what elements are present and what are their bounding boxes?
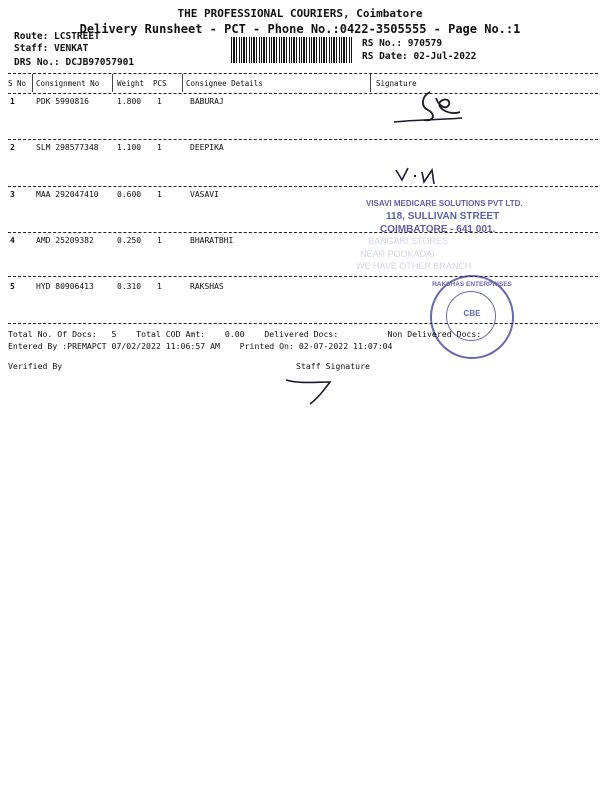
stamp-faint-line: BANGARI STORES bbox=[368, 236, 448, 246]
stamp-faint-line: NEAR POOKADAI bbox=[360, 249, 435, 259]
totals-line: Total No. Of Docs: 5 Total COD Amt: 0.00 Delivered Docs: Non Delivered Docs: bbox=[8, 329, 482, 339]
row-consignment: HYD 80906413 bbox=[36, 282, 94, 291]
route-label: Route: LCSTREET bbox=[14, 31, 100, 42]
row-consignee: DEEPIKA bbox=[190, 143, 224, 152]
signature-mark bbox=[390, 86, 470, 130]
row-divider bbox=[8, 139, 598, 140]
staff-signature-mark bbox=[280, 374, 340, 408]
seal-text: RAKSHAS ENTERPRISES bbox=[432, 281, 512, 288]
row-weight: 0.600 bbox=[117, 190, 142, 199]
row-divider bbox=[8, 276, 598, 277]
row-consignee: VASAVI bbox=[190, 190, 219, 199]
column-header: Signature bbox=[376, 79, 417, 88]
company-stamp bbox=[354, 195, 540, 275]
row-consignment: MAA 292047410 bbox=[36, 190, 99, 199]
rs-date: RS Date: 02-Jul-2022 bbox=[362, 51, 477, 62]
row-weight: 0.310 bbox=[117, 282, 142, 291]
column-separator bbox=[32, 74, 33, 92]
seal-center: CBE bbox=[463, 309, 481, 318]
column-header: PCS bbox=[153, 79, 167, 88]
round-seal bbox=[430, 275, 514, 359]
column-separator bbox=[370, 74, 371, 92]
row-pcs: 1 bbox=[157, 143, 162, 152]
row-pcs: 1 bbox=[157, 282, 162, 291]
barcode bbox=[231, 37, 352, 63]
table-top-rule bbox=[8, 73, 598, 74]
runsheet-title: Delivery Runsheet - PCT - Phone No.:0422-3505555 - Page No.:1 bbox=[79, 22, 521, 36]
row-consignment: SLM 298577348 bbox=[36, 143, 99, 152]
staff-signature-label: Staff Signature bbox=[296, 361, 370, 371]
column-separator bbox=[112, 74, 113, 92]
row-sno: 5 bbox=[10, 282, 15, 291]
stamp-line: VISAVI MEDICARE SOLUTIONS PVT LTD. bbox=[366, 199, 523, 208]
row-consignee: BHARATBHI bbox=[190, 236, 234, 245]
company-title: THE PROFESSIONAL COURIERS, Coimbatore bbox=[177, 7, 423, 20]
table-header-rule bbox=[8, 93, 598, 94]
entered-by-line: Entered By :PREMAPCT 07/02/2022 11:06:57 AM Printed On: 02-07-2022 11:07:04 bbox=[8, 341, 393, 351]
row-sno: 1 bbox=[10, 97, 15, 106]
verified-by-label: Verified By bbox=[8, 361, 63, 371]
row-sno: 2 bbox=[10, 143, 15, 152]
row-consignee: BABURAJ bbox=[190, 97, 224, 106]
column-header: Consignment No bbox=[36, 79, 100, 88]
row-consignment: AMD 25209382 bbox=[36, 236, 94, 245]
stamp-faint-line: WE HAVE OTHER BRANCH bbox=[356, 261, 472, 271]
drs-number: DRS No.: DCJB97057901 bbox=[14, 57, 135, 68]
row-pcs: 1 bbox=[157, 236, 162, 245]
row-divider bbox=[8, 186, 598, 187]
stamp-line: COIMBATORE - 641 001. bbox=[380, 224, 496, 235]
row-pcs: 1 bbox=[157, 97, 162, 106]
rs-number: RS No.: 970579 bbox=[362, 38, 443, 49]
row-sno: 4 bbox=[10, 236, 15, 245]
row-weight: 0.250 bbox=[117, 236, 142, 245]
row-sno: 3 bbox=[10, 190, 15, 199]
staff-label: Staff: VENKAT bbox=[14, 43, 89, 54]
row-consignment: PDK 5990816 bbox=[36, 97, 89, 106]
row-weight: 1.100 bbox=[117, 143, 142, 152]
stamp-line: 118, SULLIVAN STREET bbox=[386, 211, 500, 222]
row-pcs: 1 bbox=[157, 190, 162, 199]
column-separator bbox=[182, 74, 183, 92]
column-header: S No bbox=[8, 79, 27, 88]
row-consignee: RAKSHAS bbox=[190, 282, 224, 291]
row-weight: 1.800 bbox=[117, 97, 142, 106]
column-header: Consignee Details bbox=[186, 79, 263, 88]
column-header: Weight bbox=[117, 79, 145, 88]
signature-mark bbox=[392, 162, 442, 188]
